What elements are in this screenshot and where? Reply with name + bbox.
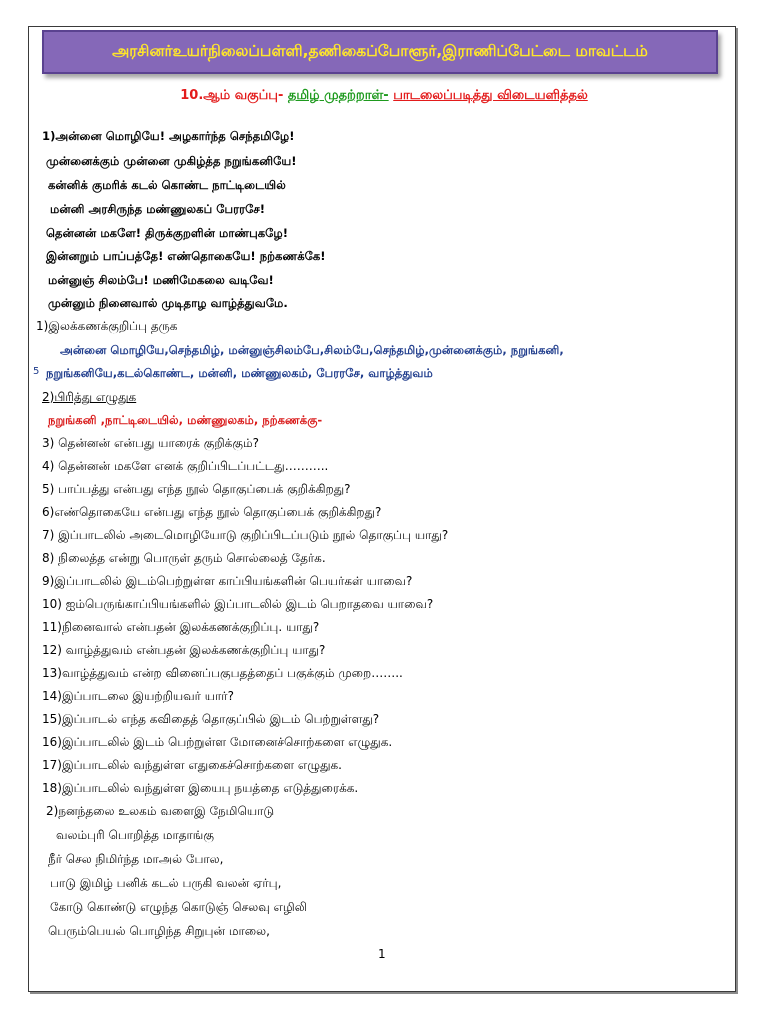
school-banner (42, 30, 718, 74)
q1-label: 1)இலக்கணக்குறிப்பு தருக (36, 319, 178, 333)
poem2-line: பாடு இமிழ் பனிக் கடல் பருகி வலன் ஏர்பு, (50, 876, 282, 890)
question: 7) இப்பாடலில் அடைமொழியோடு குறிப்பிடப்படும் நூல் தொகுப்பு யாது? (42, 528, 449, 542)
banner-title: அரசினர்உயர்நிலைப்பள்ளி,தணிகைப்போளூர்,இராணிப்பேட்டை மாவட்டம் (112, 42, 648, 60)
poem1-line: தென்னன் மகளே! திருக்குறளின் மாண்புகழே! (46, 226, 289, 240)
poem1-line: இன்னறும் பாப்பத்தே! எண்தொகையே! நற்கணக்கே! (46, 249, 326, 263)
poem1-line: மன்னி அரசிருந்த மண்ணுலகப் பேரரசே! (50, 202, 266, 216)
question: 10) ஐம்பெருங்காப்பியங்களில் இப்பாடலில் இடம் பெறாதவை யாவை? (42, 597, 434, 611)
question: 16)இப்பாடலில் இடம் பெற்றுள்ள மோனைச்சொற்களை எழுதுக. (42, 735, 393, 749)
margin-mark: 5 (33, 366, 40, 377)
q1-words-line2: நறுங்கனியே,கடல்கொண்ட, மன்னி, மண்ணுலகம், பேரரசே, வாழ்த்துவம் (46, 366, 433, 380)
question: 4) தென்னன் மகளே எனக் குறிப்பிடப்பட்டது……….. (42, 459, 329, 473)
subtitle-task: பாடலைப்படித்து விடையளித்தல் (393, 88, 588, 103)
poem1-line: கன்னிக் குமரிக் கடல் கொண்ட நாட்டிடையில் (48, 178, 286, 192)
poem2-line: நீர் செல நிமிர்ந்த மாஅல் போல, (48, 852, 224, 866)
poem2-line: பெரும்பெயல் பொழிந்த சிறுபுன் மாலை, (48, 924, 270, 938)
question: 11)நினைவால் என்பதன் இலக்கணக்குறிப்பு. யாது? (42, 620, 320, 634)
question: 17)இப்பாடலில் வந்துள்ள எதுகைச்சொற்களை எழுதுக. (42, 758, 342, 772)
subtitle-class: 10.ஆம் வகுப்பு- (180, 88, 284, 103)
q1-words-line1: அன்னை மொழியே,செந்தமிழ், மன்னுஞ்சிலம்பே,சிலம்பே,செந்தமிழ்,முன்னைக்கும், நறுங்கனி, (60, 343, 564, 357)
question: 12) வாழ்த்துவம் என்பதன் இலக்கணக்குறிப்பு யாது? (42, 643, 326, 657)
question: 5) பாப்பத்து என்பது எந்த நூல் தொகுப்பைக் குறிக்கிறது? (42, 482, 351, 496)
question: 18)இப்பாடலில் வந்துள்ள இயைபு நயத்தை எடுத்துரைக்க. (42, 781, 359, 795)
question: 14)இப்பாடலை இயற்றியவர் யார்? (42, 689, 234, 703)
q2-label: 2)பிரித்து எழுதுக (42, 390, 137, 404)
subtitle-paper: தமிழ் முதற்றாள்- (287, 88, 389, 103)
question: 9)இப்பாடலில் இடம்பெற்றுள்ள காப்பியங்களின் பெயர்கள் யாவை? (42, 574, 413, 588)
question: 3) தென்னன் என்பது யாரைக் குறிக்கும்? (42, 436, 259, 450)
poem2-line: கோடு கொண்டு எழுந்த கொடுஞ் செலவு எழிலி (50, 900, 307, 914)
question: 8) நிலைத்த என்று பொருள் தரும் சொல்லைத் தேர்க. (42, 551, 326, 565)
poem2-line: 2)நனந்தலை உலகம் வளைஇ நேமியொடு (46, 804, 275, 818)
page-number: 1 (378, 947, 386, 961)
worksheet-subtitle (0, 88, 768, 104)
poem1-line: 1)அன்னை மொழியே! அழகார்ந்த செந்தமிழே! (42, 129, 295, 143)
poem2-line: வலம்புரி பொறித்த மாதாங்கு (56, 828, 214, 842)
question: 13)வாழ்த்துவம் என்ற வினைப்பகுபதத்தைப் பகுக்கும் முறை…….. (42, 666, 403, 680)
question: 15)இப்பாடல் எந்த கவிதைத் தொகுப்பில் இடம் பெற்றுள்ளது? (42, 712, 380, 726)
poem1-line: முன்னும் நினைவால் முடிதாழ வாழ்த்துவமே. (48, 296, 288, 310)
poem1-line: முன்னைக்கும் முன்னை முகிழ்த்த நறுங்கனியே! (46, 154, 297, 168)
question: 6)எண்தொகையே என்பது எந்த நூல் தொகுப்பைக் குறிக்கிறது? (42, 505, 382, 519)
q2-words: நறுங்கனி ,நாட்டிடையில், மண்ணுலகம், நற்கணக்கு- (48, 413, 323, 427)
poem1-line: மன்னுஞ் சிலம்பே! மணிமேகலை வடிவே! (48, 273, 274, 287)
